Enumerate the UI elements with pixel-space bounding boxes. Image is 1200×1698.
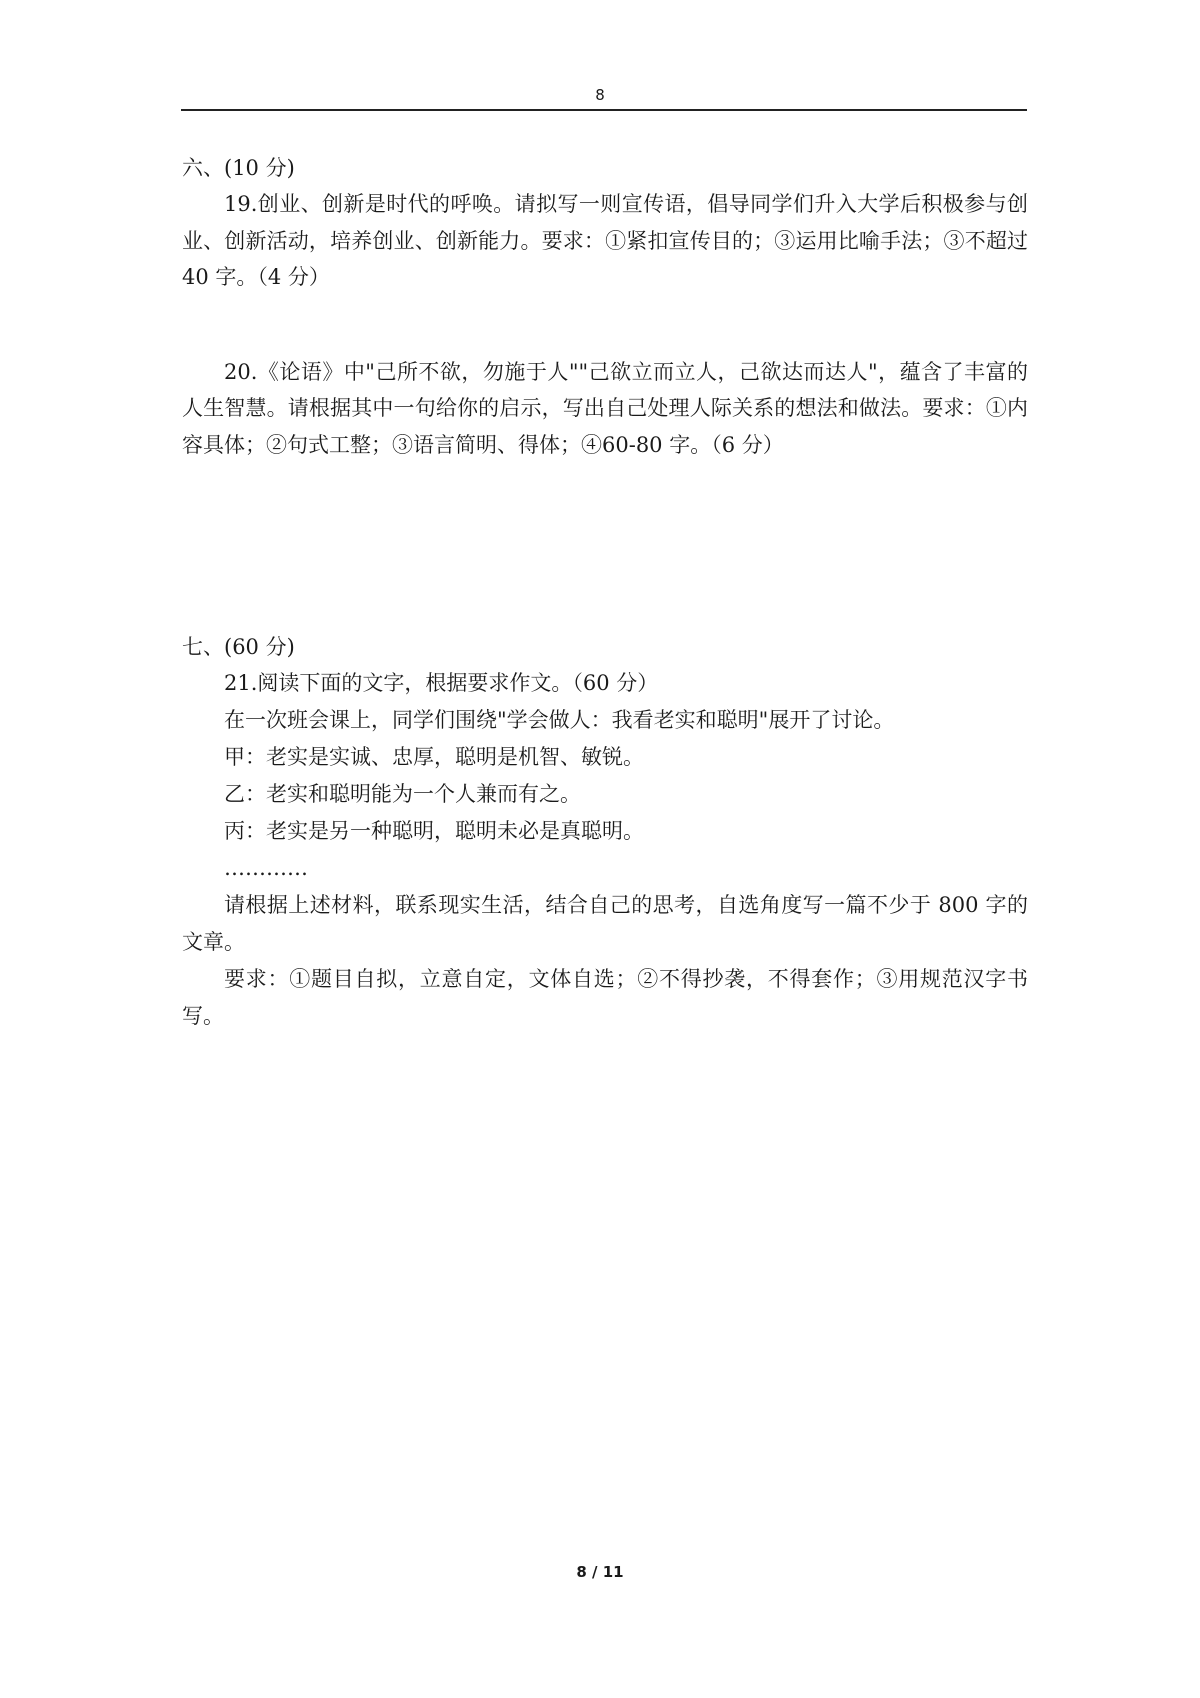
section-six-title: 六、(10 分) <box>182 156 295 180</box>
question-21-intro: 21.阅读下面的文字，根据要求作文。（60 分） <box>224 671 659 695</box>
header-page-number: 8 <box>595 86 605 104</box>
answer-space-19 <box>182 296 1028 354</box>
essay-requirements: 要求：①题目自拟，立意自定，文体自选；②不得抄袭，不得套作；③用规范汉字书写。 <box>182 967 1028 1028</box>
question-19: 19.创业、创新是时代的呼唤。请拟写一则宣传语，倡导同学们升入大学后积极参与创业、创新活动，培养创业、创新能力。要求：①紧扣宣传目的；③运用比喻手法；③不超过 40 字。（4 分） <box>182 192 1028 289</box>
footer-page-indicator: 8 / 11 <box>576 1563 624 1581</box>
ellipsis: ………… <box>224 856 308 880</box>
page-content <box>182 150 1028 1035</box>
section-seven-title: 七、(60 分) <box>182 635 295 659</box>
view-a: 甲：老实是实诚、忠厚，聪明是机智、敏锐。 <box>224 745 644 769</box>
essay-instruction: 请根据上述材料，联系现实生活，结合自己的思考，自选角度写一篇不少于 800 字的文章。 <box>182 893 1028 954</box>
view-b: 乙：老实和聪明能为一个人兼而有之。 <box>224 782 581 806</box>
essay-context: 在一次班会课上，同学们围绕"学会做人：我看老实和聪明"展开了讨论。 <box>224 708 895 732</box>
view-c: 丙：老实是另一种聪明，聪明未必是真聪明。 <box>224 819 644 843</box>
question-20: 20.《论语》中"己所不欲，勿施于人""己欲立而立人，己欲达而达人"，蕴含了丰富的人生智慧。请根据其中一句给你的启示，写出自己处理人际关系的想法和做法。要求：①内容具体；②句式工整；③语言简明、得体；④60-80 字。（6 分） <box>182 359 1028 457</box>
answer-space-20 <box>182 463 1028 629</box>
header-divider <box>181 109 1027 111</box>
